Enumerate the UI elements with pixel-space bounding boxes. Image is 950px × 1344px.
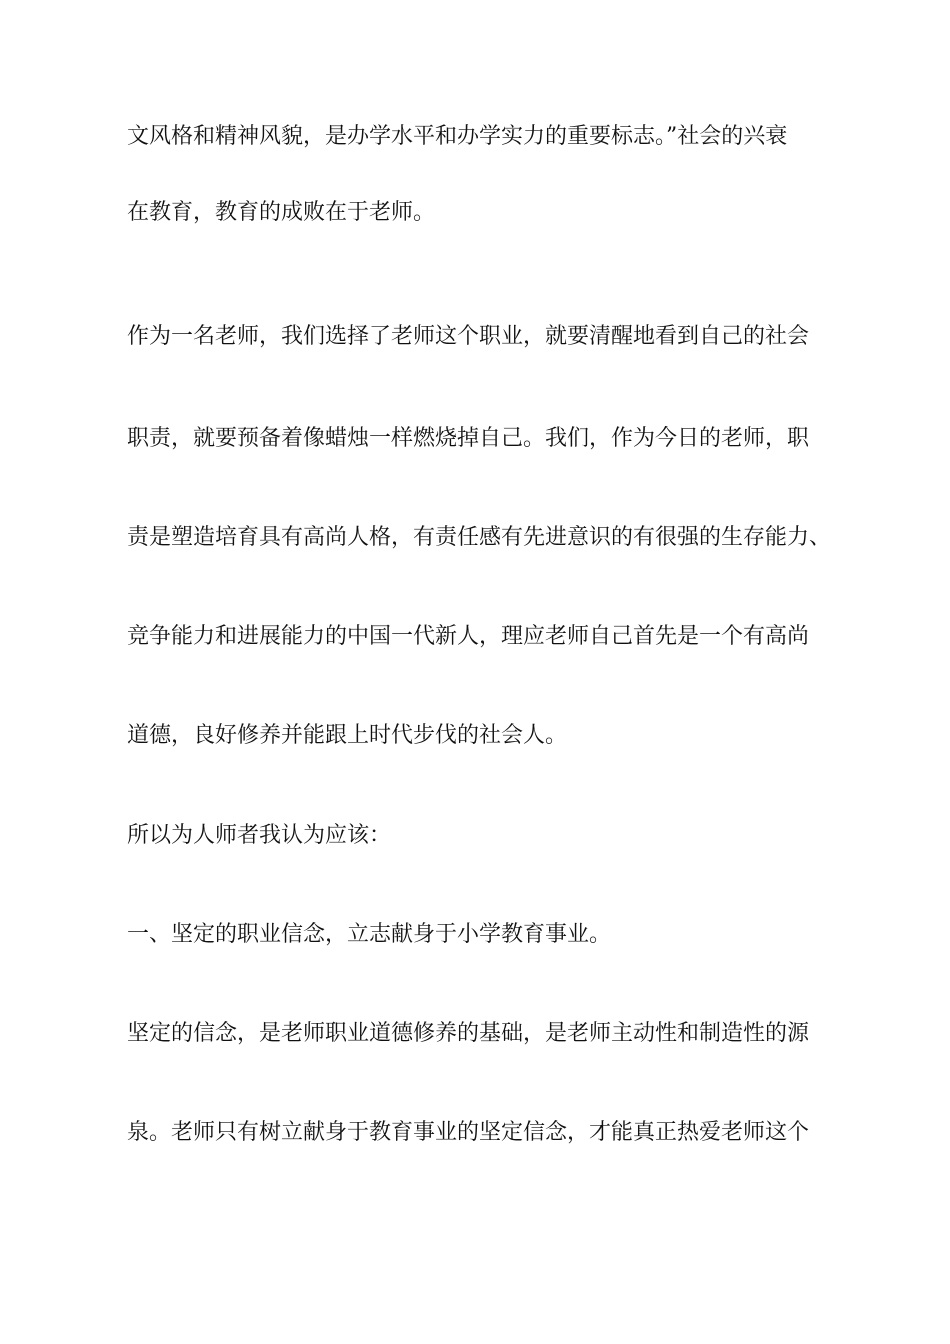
text-line-5: 责是塑造培育具有高尚人格，有责任感有先进意识的有很强的生存能力、 <box>127 525 832 550</box>
text-line-2: 在教育，教育的成败在于老师。 <box>127 200 436 225</box>
text-line-6: 竞争能力和进展能力的中国一代新人，理应老师自己首先是一个有高尚 <box>127 624 810 649</box>
text-line-1: 文风格和精神风貌，是办学水平和办学实力的重要标志。”社会的兴衰 <box>127 124 788 149</box>
text-line-7: 道德，良好修养并能跟上时代步伐的社会人。 <box>127 723 568 748</box>
text-line-4: 职责，就要预备着像蜡烛一样燃烧掉自己。我们，作为今日的老师，职 <box>127 426 810 451</box>
text-line-10: 坚定的信念，是老师职业道德修养的基础，是老师主动性和制造性的源 <box>127 1021 810 1046</box>
text-line-8: 所以为人师者我认为应该： <box>127 823 392 848</box>
text-line-11: 泉。老师只有树立献身于教育事业的坚定信念，才能真正热爱老师这个 <box>127 1120 810 1145</box>
text-line-9: 一、坚定的职业信念，立志献身于小学教育事业。 <box>127 922 612 947</box>
text-line-3: 作为一名老师，我们选择了老师这个职业，就要清醒地看到自己的社会 <box>127 324 810 349</box>
